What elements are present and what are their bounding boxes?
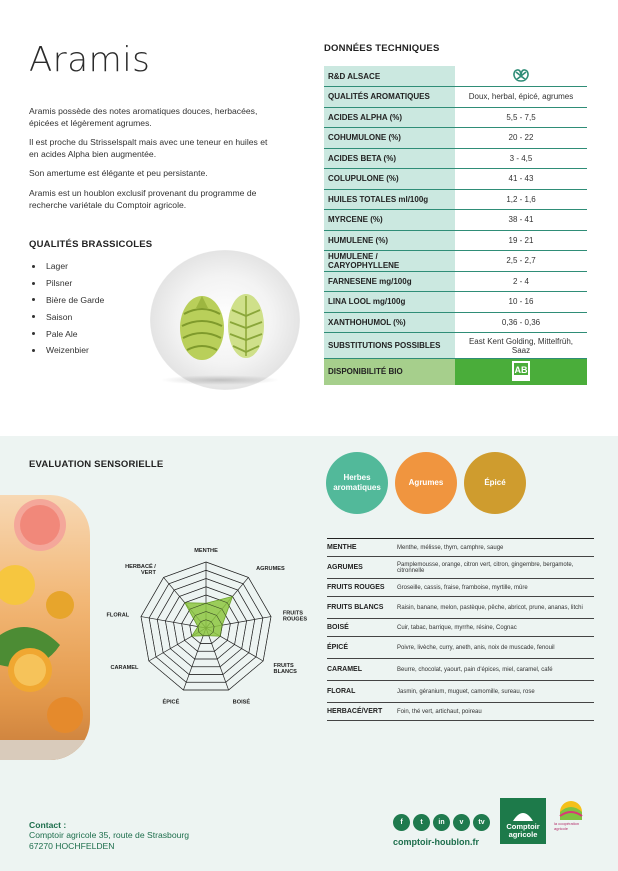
radar-axis-label: FRUITS BLANCS bbox=[273, 663, 297, 675]
table-row bbox=[324, 312, 587, 333]
hop-shadow bbox=[160, 375, 280, 385]
facebook-icon[interactable]: f bbox=[393, 814, 410, 831]
tech-key: COLUPULONE (%) bbox=[324, 169, 455, 190]
brewing-heading: QUALITÉS BRASSICOLES bbox=[29, 239, 153, 250]
table-row bbox=[324, 148, 587, 169]
sensory-value: Raisin, banane, melon, pastèque, pêche, abricot, prune, ananas, litchi bbox=[397, 597, 594, 619]
sensory-key: ÉPICÉ bbox=[327, 637, 397, 659]
hop-leaf-icon bbox=[510, 807, 536, 823]
radar-axis-label: FLORAL bbox=[106, 612, 130, 619]
tech-key: R&D ALSACE bbox=[324, 66, 455, 87]
contact-address-line: 67270 HOCHFELDEN bbox=[29, 840, 115, 851]
sensory-value: Poivre, livèche, curry, aneth, anis, noix de muscade, fenouil bbox=[397, 637, 594, 659]
table-row bbox=[324, 189, 587, 210]
list-item bbox=[32, 342, 104, 359]
logo-coop-text: la coopération agricole bbox=[554, 821, 580, 831]
sensory-key: HERBACÉ/VERT bbox=[327, 703, 397, 721]
list-item bbox=[32, 292, 104, 309]
radar-axis-label: AGRUMES bbox=[256, 566, 285, 573]
tech-key: FARNESENE mg/100g bbox=[324, 271, 455, 292]
list-item bbox=[32, 325, 104, 342]
table-row bbox=[324, 271, 587, 292]
contact-address-line: Comptoir agricole 35, route de Strasbourg bbox=[29, 830, 190, 841]
tech-value bbox=[455, 66, 587, 87]
tech-data-table bbox=[324, 66, 587, 385]
linkedin-icon[interactable]: in bbox=[433, 814, 450, 831]
tech-key: COHUMULONE (%) bbox=[324, 128, 455, 149]
radar-axis-label: HERBACÉ / VERT bbox=[125, 564, 156, 577]
table-row bbox=[324, 169, 587, 190]
table-row bbox=[324, 359, 587, 385]
logo-ca-line: Comptoir bbox=[506, 822, 540, 832]
table-row bbox=[327, 579, 594, 597]
beer-style-label: Weizenbier bbox=[46, 345, 89, 356]
sensory-value: Foin, thé vert, artichaut, poireau bbox=[397, 703, 594, 721]
bullet-icon bbox=[32, 265, 35, 268]
tech-key: QUALITÉS AROMATIQUES bbox=[324, 87, 455, 108]
fruits-icon bbox=[0, 495, 90, 760]
tech-value: 0,36 - 0,36 bbox=[455, 312, 587, 333]
beer-style-label: Pale Ale bbox=[46, 328, 78, 339]
tech-value: 20 - 22 bbox=[455, 128, 587, 149]
description-paragraph: Son amertume est élégante et peu persistante. bbox=[29, 168, 208, 179]
table-row bbox=[324, 292, 587, 313]
beer-style-label: Saison bbox=[46, 311, 73, 322]
bullet-icon bbox=[32, 298, 35, 301]
hop-cone-cut-icon bbox=[228, 294, 264, 358]
description-paragraph: Il est proche du Strisselspalt mais avec une teneur en huiles et en acides Alpha bien augmentée. bbox=[29, 137, 268, 159]
sensory-key: FRUITS BLANCS bbox=[327, 597, 397, 619]
tech-key: ACIDES ALPHA (%) bbox=[324, 107, 455, 128]
beer-style-label: Bière de Garde bbox=[46, 294, 105, 305]
table-row bbox=[327, 619, 594, 637]
table-row bbox=[327, 637, 594, 659]
sensory-key: MENTHE bbox=[327, 539, 397, 557]
radar-chart bbox=[95, 536, 320, 716]
tv-icon[interactable]: tv bbox=[473, 814, 490, 831]
table-row bbox=[324, 251, 587, 272]
tech-key: HUMULENE / CARYOPHYLLENE bbox=[324, 251, 455, 272]
bullet-icon bbox=[32, 349, 35, 352]
ab-bio-logo-icon bbox=[511, 360, 531, 382]
radar-axis-label: FRUITS ROUGES bbox=[282, 610, 308, 623]
tech-key: HUILES TOTALES ml/100g bbox=[324, 189, 455, 210]
bullet-icon bbox=[32, 332, 35, 335]
table-row bbox=[327, 539, 594, 557]
sensory-value: Pamplemousse, orange, citron vert, citron, gingembre, bergamote, citronnelle bbox=[397, 557, 594, 579]
sensory-value: Menthe, mélisse, thym, camphre, sauge bbox=[397, 539, 594, 557]
logo-ca-line: agricole bbox=[508, 830, 538, 840]
tech-value: Doux, herbal, épicé, agrumes bbox=[455, 87, 587, 108]
tech-key: ACIDES BETA (%) bbox=[324, 148, 455, 169]
table-row bbox=[327, 659, 594, 681]
radar-axis-label: CARAMEL bbox=[110, 665, 139, 671]
badge-epice: Épicé bbox=[464, 452, 526, 514]
table-row bbox=[324, 128, 587, 149]
website-link[interactable]: comptoir-houblon.fr bbox=[393, 837, 479, 847]
radar-axis-label: MENTHE bbox=[194, 548, 218, 554]
sensory-heading: EVALUATION SENSORIELLE bbox=[29, 459, 164, 470]
table-row bbox=[327, 557, 594, 579]
tech-key: DISPONIBILITÉ BIO bbox=[324, 359, 455, 385]
badge-herbes: Herbes aromatiques bbox=[326, 452, 388, 514]
bullet-icon bbox=[32, 282, 35, 285]
hop-cones-image bbox=[172, 288, 272, 368]
sensory-key: FRUITS ROUGES bbox=[327, 579, 397, 597]
tech-key: HUMULENE (%) bbox=[324, 230, 455, 251]
sensory-key: CARAMEL bbox=[327, 659, 397, 681]
table-row bbox=[327, 597, 594, 619]
tech-value: 5,5 - 7,5 bbox=[455, 107, 587, 128]
sensory-key: BOISÉ bbox=[327, 619, 397, 637]
list-item bbox=[32, 258, 104, 275]
tech-key: MYRCENE (%) bbox=[324, 210, 455, 231]
sensory-value: Groseille, cassis, fraise, framboise, myrtille, mûre bbox=[397, 579, 594, 597]
social-icons bbox=[393, 814, 490, 831]
contact-label: Contact : bbox=[29, 820, 67, 830]
hop-description bbox=[29, 106, 274, 219]
twitter-icon[interactable]: t bbox=[413, 814, 430, 831]
table-row bbox=[324, 210, 587, 231]
sensory-value: Jasmin, géranium, muguet, camomille, sureau, rose bbox=[397, 681, 594, 703]
vimeo-icon[interactable]: v bbox=[453, 814, 470, 831]
table-row bbox=[324, 333, 587, 359]
table-row bbox=[324, 107, 587, 128]
tech-value bbox=[455, 359, 587, 385]
svg-text:AB: AB bbox=[514, 364, 528, 375]
tech-value: 3 - 4,5 bbox=[455, 148, 587, 169]
tech-value: 10 - 16 bbox=[455, 292, 587, 313]
description-paragraph: Aramis possède des notes aromatiques douces, herbacées, épicées et légèrement agrumes. bbox=[29, 106, 258, 128]
table-row bbox=[327, 703, 594, 721]
sensory-key: FLORAL bbox=[327, 681, 397, 703]
tech-key: XANTHOHUMOL (%) bbox=[324, 312, 455, 333]
list-item bbox=[32, 308, 104, 325]
cooperation-agricole-logo bbox=[554, 798, 588, 844]
bullet-icon bbox=[32, 315, 35, 318]
sensory-key: AGRUMES bbox=[327, 557, 397, 579]
beer-style-label: Pilsner bbox=[46, 278, 73, 289]
table-row bbox=[324, 230, 587, 251]
tech-heading: DONNÉES TECHNIQUES bbox=[324, 43, 440, 54]
tech-value: 2 - 4 bbox=[455, 271, 587, 292]
beer-glass-image bbox=[0, 495, 90, 760]
hop-cone-icon bbox=[180, 296, 224, 360]
sun-logo-icon bbox=[554, 798, 588, 820]
badge-agrumes: Agrumes bbox=[395, 452, 457, 514]
sensory-table bbox=[327, 538, 594, 721]
sensory-value: Beurre, chocolat, yaourt, pain d'épices, miel, caramel, café bbox=[397, 659, 594, 681]
table-row bbox=[327, 681, 594, 703]
sensory-value: Cuir, tabac, barrique, myrrhe, résine, Cognac bbox=[397, 619, 594, 637]
pretzel-icon bbox=[510, 67, 532, 83]
tech-value: 1,2 - 1,6 bbox=[455, 189, 587, 210]
tech-value: 2,5 - 2,7 bbox=[455, 251, 587, 272]
page-title: Aramis bbox=[29, 40, 151, 80]
tech-key: LINA LOOL mg/100g bbox=[324, 292, 455, 313]
description-paragraph: Aramis est un houblon exclusif provenant du programme de recherche variétale du Comptoir agricole. bbox=[29, 187, 257, 210]
tech-value: 38 - 41 bbox=[455, 210, 587, 231]
radar-axis-label: ÉPICÉ bbox=[162, 699, 180, 706]
contact-block bbox=[29, 820, 189, 851]
tech-value: 41 - 43 bbox=[455, 169, 587, 190]
table-row bbox=[324, 87, 587, 108]
tech-value: East Kent Golding, Mittelfrüh, Saaz bbox=[455, 333, 587, 359]
beer-style-list bbox=[32, 258, 104, 359]
table-row bbox=[324, 66, 587, 87]
radar-series-area bbox=[185, 596, 233, 636]
beer-style-label: Lager bbox=[46, 261, 68, 272]
tech-value: 19 - 21 bbox=[455, 230, 587, 251]
list-item bbox=[32, 275, 104, 292]
comptoir-agricole-logo bbox=[500, 798, 546, 844]
tech-key: SUBSTITUTIONS POSSIBLES bbox=[324, 333, 455, 359]
radar-axis-label: BOISÉ bbox=[232, 699, 251, 706]
